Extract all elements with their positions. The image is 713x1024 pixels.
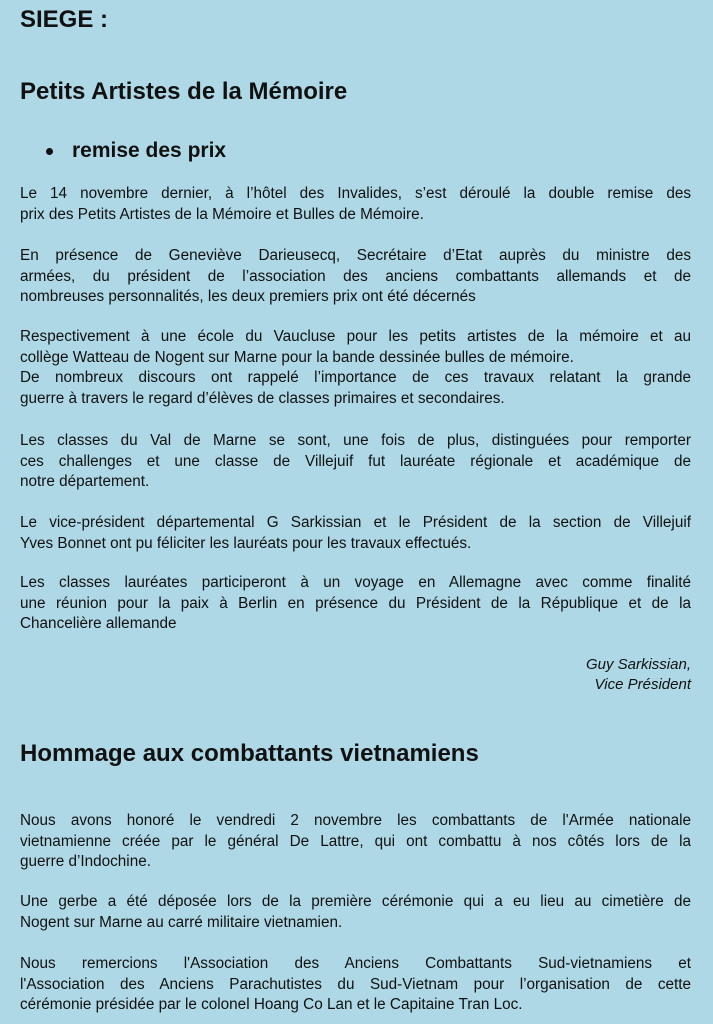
text-line: notre département. bbox=[20, 473, 150, 490]
signature-name: Guy Sarkissian, bbox=[585, 656, 691, 673]
signature-title: Vice Président bbox=[594, 676, 691, 693]
paragraph-s2-1 bbox=[20, 811, 691, 873]
section-title-petits-artistes: Petits Artistes de la Mémoire bbox=[20, 78, 348, 105]
text-line: Chancelière allemande bbox=[20, 615, 177, 632]
text-line: cérémonie présidée par le colonel Hoang Co Lan et le Capitaine Tran Loc. bbox=[20, 996, 523, 1013]
bullet-item bbox=[46, 139, 226, 163]
section-title-hommage: Hommage aux combattants vietnamiens bbox=[20, 740, 479, 767]
text-line: vietnamienne créée par le général De Lattre, qui ont combattu à nos côtés lors de la bbox=[20, 832, 691, 850]
paragraph-s1-4 bbox=[20, 431, 691, 493]
text-line: guerre à travers le regard d’élèves de classes primaires et secondaires. bbox=[20, 389, 505, 407]
siege-heading: SIEGE : bbox=[20, 6, 109, 33]
text-line: Nous remercions l'Association des Anciens Combattants Sud-vietnamiens et bbox=[20, 955, 691, 972]
paragraph-s2-2 bbox=[20, 892, 691, 933]
text-line: nombreuses personnalités, les deux premiers prix ont été décernés bbox=[20, 288, 476, 305]
text-line: De nombreux discours ont rappelé l’importance de ces travaux relatant la grande bbox=[20, 369, 691, 386]
paragraph-s1-2 bbox=[20, 246, 691, 308]
text-line: une réunion pour la paix à Berlin en présence du Président de la République et de la bbox=[20, 594, 691, 612]
bullet-label: remise des prix bbox=[72, 139, 227, 162]
text-line: Le 14 novembre dernier, à l’hôtel des Invalides, s’est déroulé la double remise des bbox=[20, 185, 691, 202]
paragraph-s1-3 bbox=[20, 327, 691, 409]
text-line: Yves Bonnet ont pu féliciter les lauréats pour les travaux effectués. bbox=[20, 534, 472, 552]
text-line: guerre d’Indochine. bbox=[20, 853, 151, 870]
text-line: Une gerbe a été déposée lors de la première cérémonie qui a eu lieu au cimetière de bbox=[20, 893, 691, 910]
text-line: Les classes du Val de Marne se sont, une fois de plus, distinguées pour remporter bbox=[20, 432, 691, 449]
text-line: collège Watteau de Nogent sur Marne pour la bande dessinée bulles de mémoire. bbox=[20, 348, 574, 366]
text-line: Nogent sur Marne au carré militaire vietnamien. bbox=[20, 913, 343, 931]
text-line: Les classes lauréates participeront à un voyage en Allemagne avec comme finalité bbox=[20, 574, 691, 591]
text-line: armées, du président de l’association des anciens combattants allemands et de bbox=[20, 267, 691, 285]
paragraph-s1-6 bbox=[20, 573, 691, 635]
paragraph-s2-3 bbox=[20, 954, 691, 1016]
text-line: En présence de Geneviève Darieusecq, Secrétaire d’Etat auprès du ministre des bbox=[20, 247, 691, 264]
text-line: Le vice-président départemental G Sarkissian et le Président de la section de Villejuif bbox=[20, 514, 691, 531]
text-line: prix des Petits Artistes de la Mémoire et Bulles de Mémoire. bbox=[20, 205, 424, 223]
bullet-icon bbox=[46, 148, 53, 155]
signature bbox=[586, 655, 691, 695]
text-line: l'Association des Anciens Parachutistes du Sud-Vietnam pour l’organisation de cette bbox=[20, 975, 691, 993]
text-line: Nous avons honoré le vendredi 2 novembre les combattants de l'Armée nationale bbox=[20, 812, 691, 829]
text-line: ces challenges et une classe de Villejuif fut lauréate régionale et académique de bbox=[20, 452, 691, 470]
paragraph-s1-1 bbox=[20, 184, 691, 225]
paragraph-s1-5 bbox=[20, 513, 691, 554]
text-line: Respectivement à une école du Vaucluse pour les petits artistes de la mémoire et au bbox=[20, 328, 691, 345]
